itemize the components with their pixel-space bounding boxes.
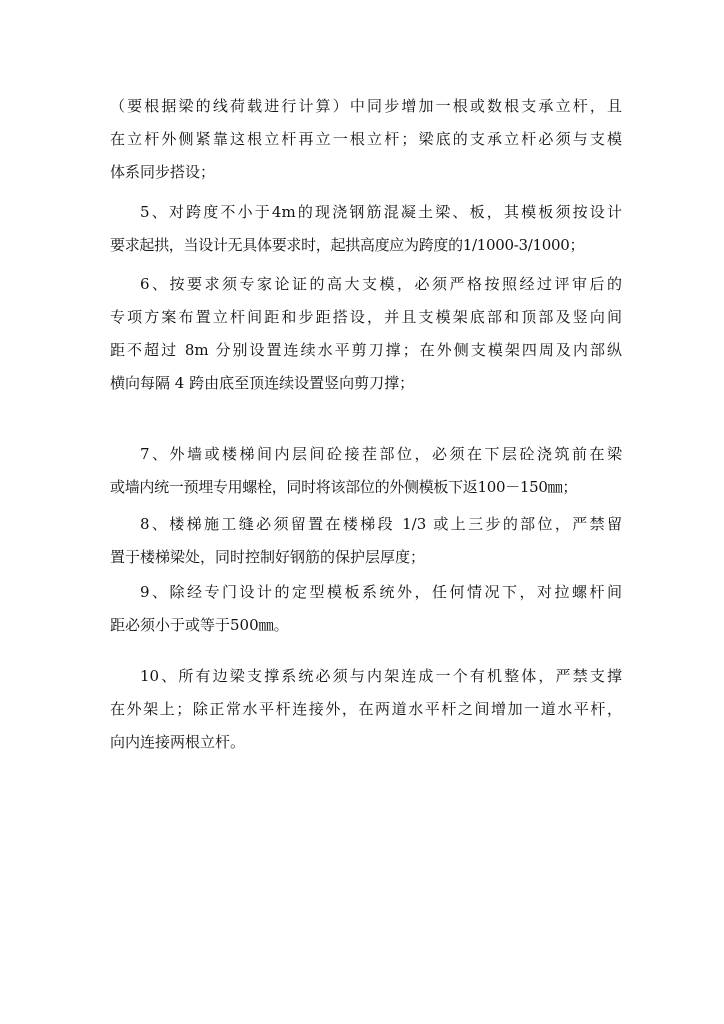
text-line: 横向每隔 4 跨由底至顶连续设置竖向剪刀撑； [110,374,415,392]
paragraph-item-7 [110,438,622,504]
text-line: 10、所有边梁支撑系统必须与内架连成一个有机整体，严禁支撑 [140,667,622,685]
paragraph-item-10 [110,660,622,759]
text-line: 向内连接两根立杆。 [110,733,246,751]
text-line: 8、楼梯施工缝必须留置在楼梯段 1/3 或上三步的部位，严禁留 [140,515,622,533]
text-line: （要根据梁的线荷载进行计算）中同步增加一根或数根支承立杆，且 [110,97,622,115]
paragraph-item-8 [110,508,622,574]
text-line: 置于楼梯梁处，同时控制好钢筋的保护层厚度； [110,548,426,566]
text-line: 体系同步搭设； [110,163,216,181]
paragraph-item-6 [110,268,622,400]
text-line: 或墙内统一预埋专用螺栓，同时将该部位的外侧模板下返100－150㎜； [110,478,578,496]
text-line: 在立杆外侧紧靠这根立杆再立一根立杆；梁底的支承立杆必须与支模 [110,130,622,148]
text-line: 7、外墙或楼梯间内层间砼接茬部位，必须在下层砼浇筑前在梁 [140,445,622,463]
text-line: 要求起拱，当设计无具体要求时，起拱高度应为跨度的1/1000-3/1000； [110,236,585,254]
text-line: 在外架上；除正常水平杆连接外，在两道水平杆之间增加一道水平杆， [110,700,622,718]
paragraph-item-9 [110,576,622,642]
text-line: 距必须小于或等于500㎜。 [110,616,289,634]
paragraph-continuation [110,90,622,189]
text-line: 9、除经专门设计的定型模板系统外，任何情况下，对拉螺杆间 [140,583,622,601]
text-line: 6、按要求须专家论证的高大支模，必须严格按照经过评审后的 [140,275,622,293]
text-line: 5、对跨度不小于4m的现浇钢筋混凝土梁、板，其模板须按设计 [140,203,622,221]
text-line: 专项方案布置立杆间距和步距搭设，并且支模架底部和顶部及竖向间 [110,308,622,326]
text-line: 距不超过 8m 分别设置连续水平剪刀撑；在外侧支模架四周及内部纵 [110,341,622,359]
paragraph-item-5 [110,196,622,262]
